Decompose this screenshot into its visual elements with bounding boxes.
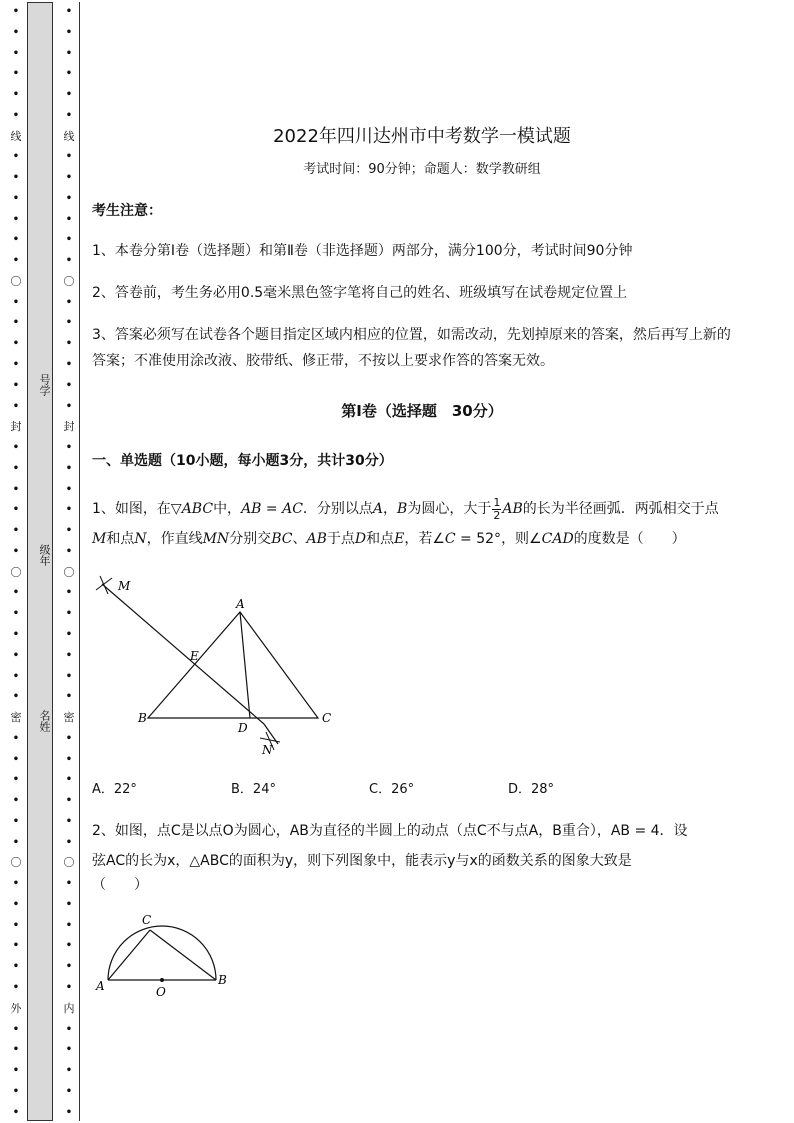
left-mark-line: 线 <box>10 129 22 143</box>
right-mark-secret: 密 <box>63 711 75 725</box>
label-E: E <box>190 649 199 663</box>
option-d[interactable]: D．28° <box>508 782 555 797</box>
name-label: 名姓 <box>38 710 51 732</box>
left-mark-seal: 封 <box>10 420 22 434</box>
right-seal-column: • • • • • • 线 • • • • • • 〇 • • • • • • 封 • • • • • • 〇 • • • • • • 密 • • • • • • 〇 • • • • • • 内 • • • • • <box>63 6 75 1118</box>
label-C2: C <box>142 913 152 927</box>
left-mark-outer: 外 <box>10 1001 22 1015</box>
label-B: B <box>138 711 147 725</box>
label-C: C <box>322 711 332 725</box>
section-title: 第I卷（选择题 30分） <box>341 402 503 420</box>
left-mark-circle-1: 〇 <box>10 274 22 288</box>
question-2-text: 2、如图，点C是以点O为圆心，AB为直径的半圆上的动点（点C不与点A，B重合），AB = 4．设 弦AC的长为x，△ABC的面积为y，则下列图象中，能表示y与x的函数关系的图象大致是 （ ） <box>92 823 688 893</box>
right-mark-circle-2: 〇 <box>63 565 75 579</box>
left-mark-secret: 密 <box>10 711 22 725</box>
binding-rule <box>79 2 80 1121</box>
left-mark-circle-2: 〇 <box>10 565 22 579</box>
question-2-figure <box>92 908 242 998</box>
right-mark-seal: 封 <box>63 420 75 434</box>
notice-heading: 考生注意： <box>92 203 162 219</box>
right-mark-inner: 内 <box>63 1001 75 1015</box>
question-1-text: 1、如图，在▽ABC中，AB = AC．分别以点A，B为圆心，大于 $\frac{1}{2}$ AB的长为半径画弧．两弧相交于点 M和点N，作直线MN分别交BC、AB于点D和点E，若∠C = 52°，则∠CAD的度数是（ ） <box>92 495 719 547</box>
left-seal-column: • • • • • • 线 • • • • • • 〇 • • • • • • 封 • • • • • • 〇 • • • • • • 密 • • • • • • 〇 • • • • • • 外 • • • • • <box>10 6 22 1118</box>
notice-item-1: 1、本卷分第I卷（选择题）和第Ⅱ卷（非选择题）两部分，满分100分，考试时间90分钟 <box>92 243 633 259</box>
label-A2: A <box>96 979 105 993</box>
binding-margin <box>0 0 82 1123</box>
right-mark-line: 线 <box>63 129 75 143</box>
label-O2: O <box>156 985 166 998</box>
notice-item-2: 2、答卷前，考生务必用0.5毫米黑色签字笔将自己的姓名、班级填写在试卷规定位置上 <box>92 285 628 301</box>
right-mark-circle-1: 〇 <box>63 274 75 288</box>
option-a[interactable]: A．22° <box>92 782 137 797</box>
label-A: A <box>236 597 245 611</box>
fraction-half: $\frac{1}{2}$ <box>493 495 501 522</box>
right-mark-circle-3: 〇 <box>63 856 75 870</box>
part-title: 一、单选题（10小题，每小题3分，共计30分） <box>92 453 393 469</box>
label-N: N <box>262 743 273 757</box>
left-mark-circle-3: 〇 <box>10 856 22 870</box>
question-1-figure <box>92 572 352 762</box>
option-c[interactable]: C．26° <box>369 782 415 797</box>
grade-label: 级年 <box>38 544 51 566</box>
label-B2: B <box>218 973 227 987</box>
student-id-label: 号学 <box>38 374 51 396</box>
exam-title: 2022年四川达州市中考数学一模试题 <box>273 126 571 147</box>
option-b[interactable]: B．24° <box>231 782 276 797</box>
notice-item-3: 3、答案必须写在试卷各个题目指定区域内相应的位置，如需改动，先划掉原来的答案，然后再写上新的答案；不准使用涂改液、胶带纸、修正带，不按以上要求作答的答案无效。 <box>92 327 731 369</box>
label-M: M <box>118 579 131 593</box>
exam-subtitle: 考试时间：90分钟；命题人：数学教研组 <box>303 162 541 177</box>
label-D: D <box>238 721 248 735</box>
